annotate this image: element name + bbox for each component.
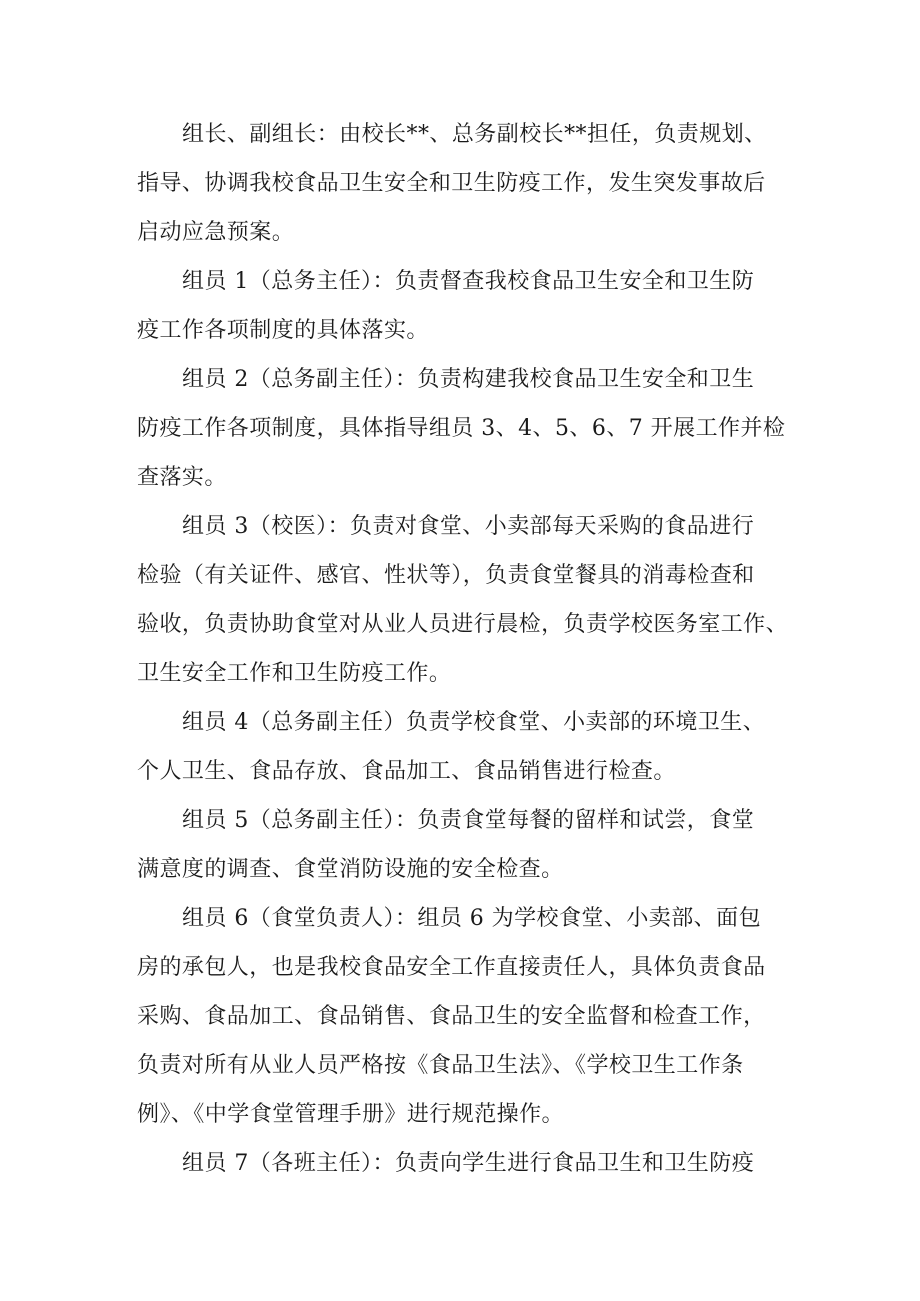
text-line: 组员 3（校医）：负责对食堂、小卖部每天采购的食品进行 (182, 514, 755, 539)
paragraph-member-4 (137, 698, 787, 796)
text-line: 指导、协调我校食品卫生安全和卫生防疫工作，发生突发事故后 (137, 171, 766, 196)
text-line: 查落实。 (137, 465, 227, 490)
text-line: 房的承包人，也是我校食品安全工作直接责任人，具体负责食品 (137, 955, 766, 980)
text-line: 组员 1（总务主任）：负责督查我校食品卫生安全和卫生防 (182, 269, 755, 294)
paragraph-member-1 (137, 257, 787, 355)
text-line: 检验（有关证件、感官、性状等），负责食堂餐具的消毒检查和 (137, 563, 755, 588)
text-line: 例》、《中学食堂管理手册》进行规范操作。 (137, 1102, 565, 1127)
paragraph-leaders (137, 110, 787, 257)
text-line: 组长、副组长：由校长**、总务副校长**担任，负责规划、 (182, 122, 767, 147)
text-line: 验收，负责协助食堂对从业人员进行晨检，负责学校医务室工作、 (137, 612, 789, 637)
text-line: 组员 4（总务副主任）负责学校食堂、小卖部的环境卫生、 (182, 710, 766, 735)
text-line: 组员 2（总务副主任）：负责构建我校食品卫生安全和卫生 (182, 367, 755, 392)
text-line: 组员 6（食堂负责人）：组员 6 为学校食堂、小卖部、面包 (182, 906, 762, 931)
paragraph-member-2 (137, 355, 787, 502)
text-line: 个人卫生、食品存放、食品加工、食品销售进行检查。 (137, 759, 676, 784)
text-line: 组员 5（总务副主任）：负责食堂每餐的留样和试尝，食堂 (182, 808, 755, 833)
paragraph-member-6 (137, 894, 787, 1139)
paragraph-member-5 (137, 796, 787, 894)
text-line: 防疫工作各项制度，具体指导组员 3、4、5、6、7 开展工作并检 (137, 416, 786, 441)
text-line: 疫工作各项制度的具体落实。 (137, 318, 429, 343)
text-line: 卫生安全工作和卫生防疫工作。 (137, 661, 452, 686)
paragraph-member-3 (137, 502, 787, 698)
text-line: 采购、食品加工、食品销售、食品卫生的安全监督和检查工作， (137, 1004, 766, 1029)
text-line: 负责对所有从业人员严格按《食品卫生法》、《学校卫生工作条 (137, 1053, 744, 1078)
paragraph-member-7 (137, 1139, 787, 1188)
document-body (137, 110, 787, 1188)
text-line: 组员 7（各班主任）：负责向学生进行食品卫生和卫生防疫 (182, 1151, 755, 1176)
text-line: 启动应急预案。 (137, 220, 295, 245)
text-line: 满意度的调查、食堂消防设施的安全检查。 (137, 857, 564, 882)
